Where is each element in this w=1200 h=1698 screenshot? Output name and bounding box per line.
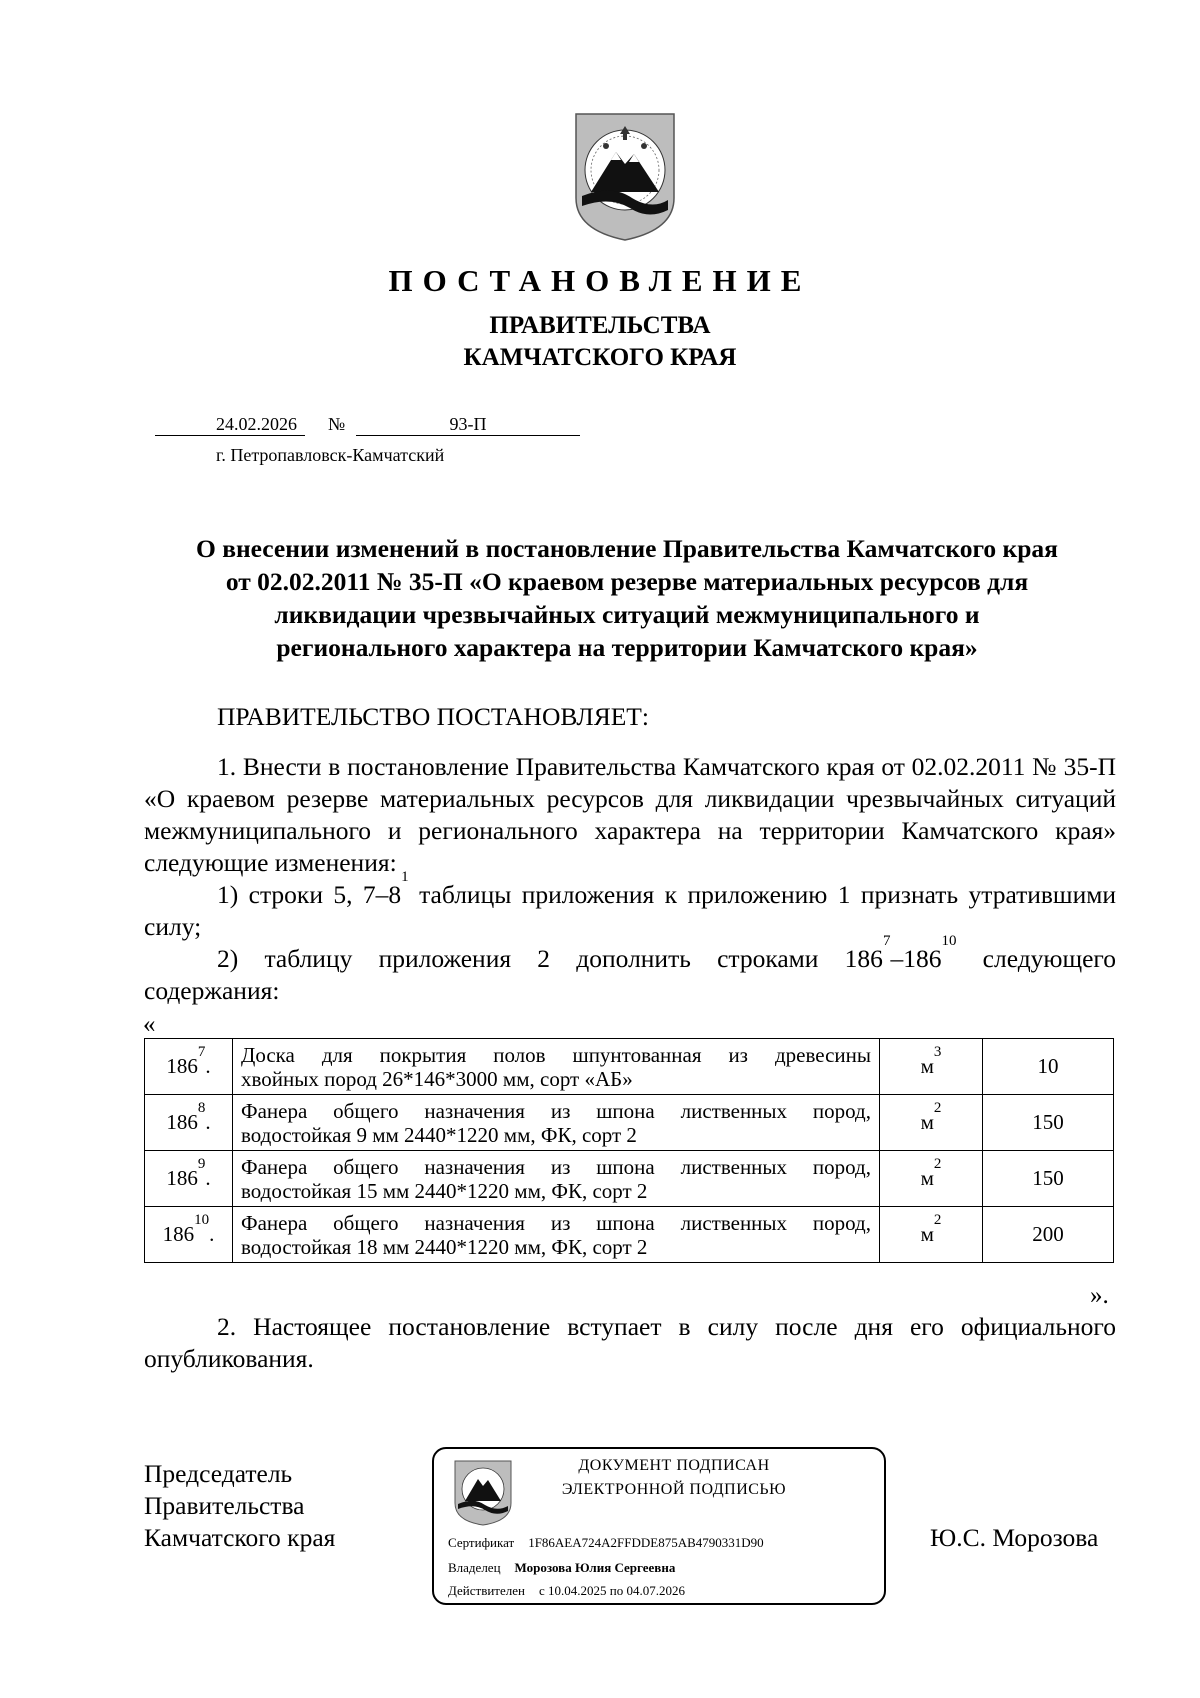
row-number: $186^{10}$. [145, 1207, 233, 1263]
row-name: Фанера общего назначения из шпона лиственных пород, водостойкая 9 мм 2440*1220 мм, ФК, сорт 2 [233, 1095, 880, 1151]
table-row [145, 1151, 1114, 1207]
stamp-certificate [448, 1535, 764, 1551]
document-type: ПОСТАНОВЛЕНИЕ [388, 263, 812, 298]
issuer-line-1: ПРАВИТЕЛЬСТВА [489, 312, 711, 339]
table-row [145, 1095, 1114, 1151]
table-row [145, 1207, 1114, 1263]
row-name: Доска для покрытия полов шпунтованная из древесины хвойных пород 26*146*3000 мм, сорт «АБ» [233, 1039, 880, 1095]
stamp-validity-label: Действителен [448, 1583, 525, 1598]
coat-of-arms-icon [572, 112, 678, 242]
text-fragment: таблицы приложения к приложению 1 признать утратившими силу; [144, 880, 1116, 941]
row-quantity: 150 [983, 1095, 1114, 1151]
stamp-owner-label: Владелец [448, 1560, 501, 1575]
row-name: Фанера общего назначения из шпона лиственных пород, водостойкая 15 мм 2440*1220 мм, ФК, сорт 2 [233, 1151, 880, 1207]
registration-number-sign: № [328, 414, 346, 434]
stamp-owner-value: Морозова Юлия Сергеевна [514, 1560, 676, 1575]
items-table [144, 1038, 1114, 1263]
superscript: 7 [882, 933, 891, 949]
heading-line: регионального характера на территории Камчатского края» [276, 633, 978, 662]
row-quantity: 200 [983, 1207, 1114, 1263]
electronic-signature-stamp [432, 1447, 886, 1605]
paragraph-item-1-1 [144, 869, 1116, 943]
stamp-line-2: ЭЛЕКТРОННОЙ ПОДПИСЬЮ [561, 1481, 787, 1498]
paragraph-item-1-2 [144, 933, 1116, 1007]
stamp-validity-value: с 10.04.2025 по 04.07.2026 [538, 1583, 685, 1598]
signer-position [144, 1458, 335, 1554]
heading-line: ликвидации чрезвычайных ситуаций межмуниципального и [274, 600, 980, 629]
row-unit: $м^3$ [880, 1039, 983, 1095]
registration-date: 24.02.2026 [155, 413, 305, 436]
row-quantity: 10 [983, 1039, 1114, 1095]
row-number: $186^9$. [145, 1151, 233, 1207]
position-line: Правительства [144, 1491, 305, 1520]
document-heading [140, 532, 1114, 664]
stamp-certificate-label: Сертификат [448, 1535, 515, 1550]
row-unit: $м^2$ [880, 1207, 983, 1263]
table-row [145, 1039, 1114, 1095]
row-number: $186^7$. [145, 1039, 233, 1095]
text-fragment: –186 [890, 944, 942, 973]
stamp-emblem-icon [452, 1459, 514, 1527]
registration-number: 93-П [356, 413, 580, 436]
stamp-validity [448, 1583, 685, 1599]
stamp-owner [448, 1560, 675, 1576]
stamp-certificate-value: 1F86AEA724A2FFDDE875AB4790331D90 [528, 1535, 764, 1550]
text-fragment: 1) строки 5, 7–8 [217, 880, 402, 909]
heading-line: О внесении изменений в постановление Правительства Камчатского края [196, 534, 1058, 563]
quote-close: ». [1090, 1282, 1109, 1309]
stamp-line-1: ДОКУМЕНТ ПОДПИСАН [578, 1457, 770, 1474]
position-line: Камчатского края [144, 1523, 336, 1552]
paragraph-item-2: 2. Настоящее постановление вступает в силу после дня его официального опубликования. [144, 1312, 1116, 1373]
position-line: Председатель [144, 1459, 293, 1488]
row-quantity: 150 [983, 1151, 1114, 1207]
heading-line: от 02.02.2011 № 35-П «О краевом резерве материальных ресурсов для [225, 567, 1029, 596]
text-fragment: 2) таблицу приложения 2 дополнить строками 186 [217, 944, 883, 973]
superscript: 1 [401, 869, 409, 885]
row-unit: $м^2$ [880, 1095, 983, 1151]
signer-name: Ю.С. Морозова [930, 1523, 1099, 1552]
row-number: $186^8$. [145, 1095, 233, 1151]
row-unit: $м^2$ [880, 1151, 983, 1207]
issuer-line-2: КАМЧАТСКОГО КРАЯ [463, 344, 737, 371]
paragraph-item-1: 1. Внести в постановление Правительства Камчатского края от 02.02.2011 № 35-П «О краевом резерве материальных ресурсов для ликвидации чрезвычайных ситуаций межмуниципального и регионального характера на территории Камчатского края» следующие изменения: [144, 752, 1116, 877]
row-name: Фанера общего назначения из шпона лиственных пород, водостойкая 18 мм 2440*1220 мм, ФК, сорт 2 [233, 1207, 880, 1263]
registration-city: г. Петропавловск-Камчатский [216, 445, 445, 465]
resolves-line: ПРАВИТЕЛЬСТВО ПОСТАНОВЛЯЕТ: [217, 702, 649, 731]
text-fragment: следующего содержания: [144, 944, 1116, 1005]
superscript: 10 [941, 933, 957, 949]
quote-open: « [143, 1011, 156, 1038]
